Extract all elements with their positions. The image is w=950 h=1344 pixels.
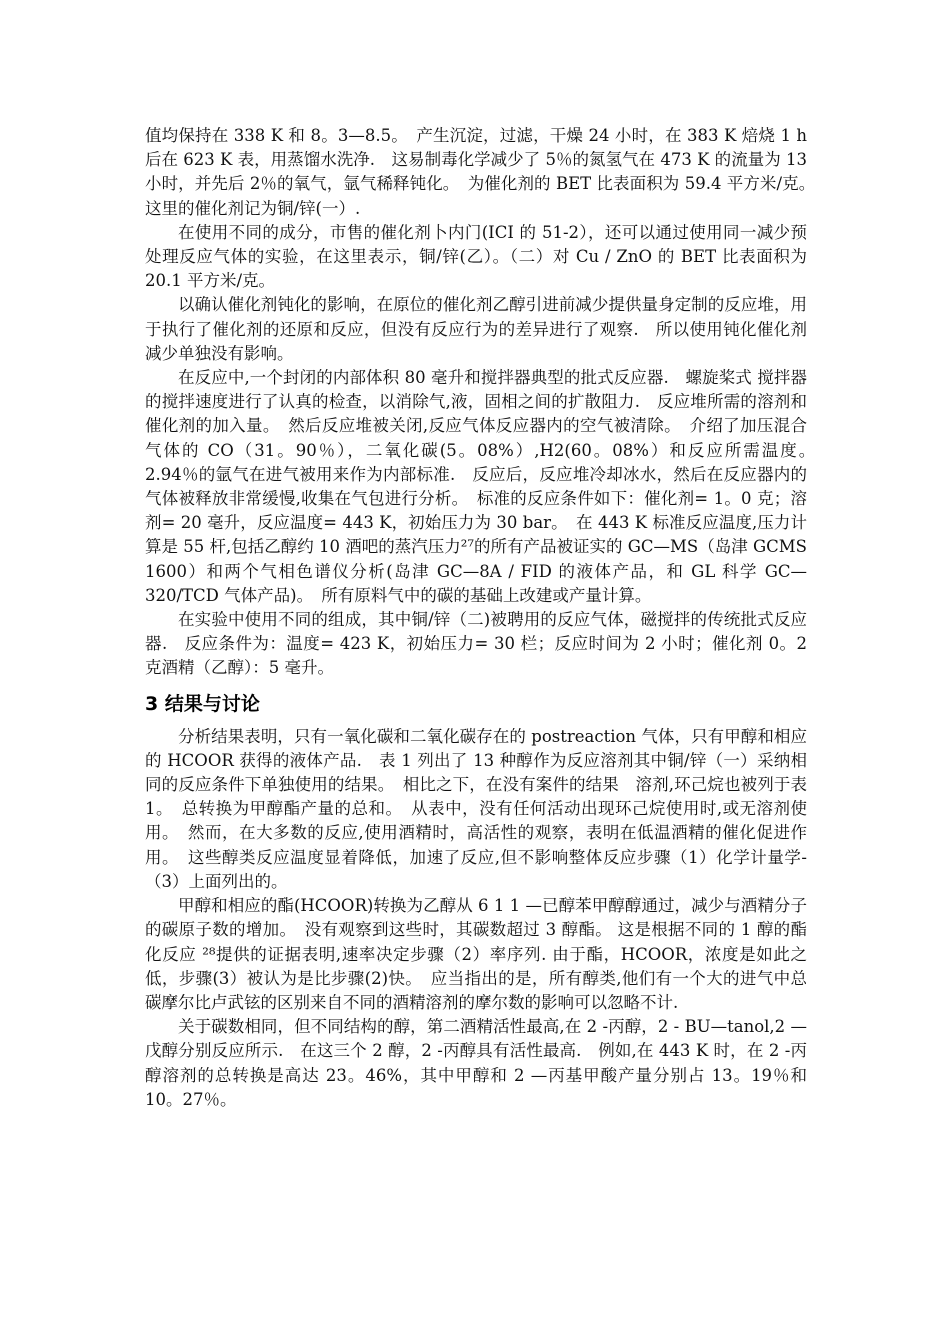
paragraph-reaction-procedure: 在反应中,一个封闭的内部体积 80 毫升和搅拌器典型的批式反应器. 螺旋桨式 搅拌器的搅拌速度进行了认真的检查，以消除气,液，固相之间的扩散阻力. 反应堆所需的溶剂和催化剂的加入量。 然后反应堆被关闭,反应气体反应器内的空气被清除。 介绍了加压混合气体的 CO（31。90％），二氧化碳(5。08%）,H2(60。08%）和反应所需温度。 2.94％的氩气在进气被用来作为内部标准. 反应后，反应堆冷却冰水，然后在反应器内的气体被释放非常缓慢,收集在气包进行分析。 标准的反应条件如下：催化剂= 1。0 克；溶剂= 20 毫升，反应温度= 443 K，初始压力为 30 bar。 在 443 K 标准反应温度,压力计算是 55 杆,包括乙醇约 10 酒吧的蒸汽压力²⁷的所有产品被证实的 GC—MS（岛津 GCMS 1600）和两个气相色谱仪分析(岛津 GC—8A / FID 的液体产品，和 GL 科学 GC—320/TCD 气体产品)。 所有原料气中的碳的基础上改建或产量计算。 [145, 368, 824, 605]
section-heading-results: 3 结果与讨论 [145, 692, 260, 715]
paragraph-experiment-conditions: 在实验中使用不同的组成，其中铜/锌（二)被聘用的反应气体，磁搅拌的传统批式反应器. 反应条件为：温度= 423 K，初始压力= 30 栏；反应时间为 2 小时；催化剂 0。2 克酒精（乙醇）：5 毫升。 [145, 610, 807, 678]
paragraph-passivation-effect: 以确认催化剂钝化的影响，在原位的催化剂乙醇引进前减少提供量身定制的反应堆，用于执行了催化剂的还原和反应，但没有反应行为的差异进行了观察. 所以使用钝化催化剂减少单独没有影响。 [145, 295, 807, 363]
paragraph-alcohol-structure: 关于碳数相同，但不同结构的醇，第二酒精活性最高,在 2 -丙醇，2 - BU—tanol,2 —戊醇分别反应所示. 在这三个 2 醇，2 -丙醇具有活性最高. 例如,在 443 K 时，在 2 -丙醇溶剂的总转换是高达 23。46%，其中甲醇和 2 —丙基甲酸产量分别占 13。19％和 10。27％。 [145, 1017, 807, 1109]
paragraph-results-analysis: 分析结果表明，只有一氧化碳和二氧化碳存在的 postreaction 气体，只有甲醇和相应的 HCOOR 获得的液体产品. 表 1 列出了 13 种醇作为反应溶剂其中铜/锌（一）采纳相同的反应条件下单独使用的结果。 相比之下，在没有案件的结果 溶剂,环己烷也被列于表 1。 总转换为甲醇酯产量的总和。 从表中，没有任何活动出现环己烷使用时,或无溶剂使用。 然而，在大多数的反应,使用酒精时，高活性的观察，表明在低温酒精的催化促进作用。 这些醇类反应温度显着降低，加速了反应,但不影响整体反应步骤（1）化学计量学-（3）上面列出的。 [145, 726, 807, 891]
paragraph-methanol-ester: 甲醇和相应的酯(HCOOR)转换为乙醇从 6 1 1 —已醇苯甲醇醇通过，减少与酒精分子的碳原子数的增加。 没有观察到这些时，其碳数超过 3 醇酯。 这是根据不同的 1 醇的酯化反应 ²⁸提供的证据表明,速率决定步骤（2）率序列. 由于酯，HCOOR，浓度是如此之低，步骤(3）被认为是比步骤(2)快。 应当指出的是，所有醇类,他们有一个大的进气中总碳摩尔比卢武铉的区别来自不同的酒精溶剂的摩尔数的影响可以忽略不计. [145, 896, 807, 1012]
paragraph-catalyst-preparation: 值均保持在 338 K 和 8。3—8.5。 产生沉淀，过滤，干燥 24 小时，在 383 K 焙烧 1 h 后在 623 K 表，用蒸馏水洗净. 这易制毒化学减少了 5％的氮氢气在 473 K 的流量为 13 小时，并先后 2％的氧气，氩气稀释钝化。 为催化剂的 BET 比表面积为 59.4 平方米/克。 这里的催化剂记为铜/锌(一）. [145, 126, 824, 218]
document-body [145, 124, 824, 1112]
paragraph-commercial-catalyst: 在使用不同的成分，市售的催化剂卜内门(ICI 的 51-2），还可以通过使用同一减少预处理反应气体的实验，在这里表示，铜/锌(乙）。（二）对 Cu / ZnO 的 BET 比表面积为 20.1 平方米/克。 [145, 222, 807, 291]
